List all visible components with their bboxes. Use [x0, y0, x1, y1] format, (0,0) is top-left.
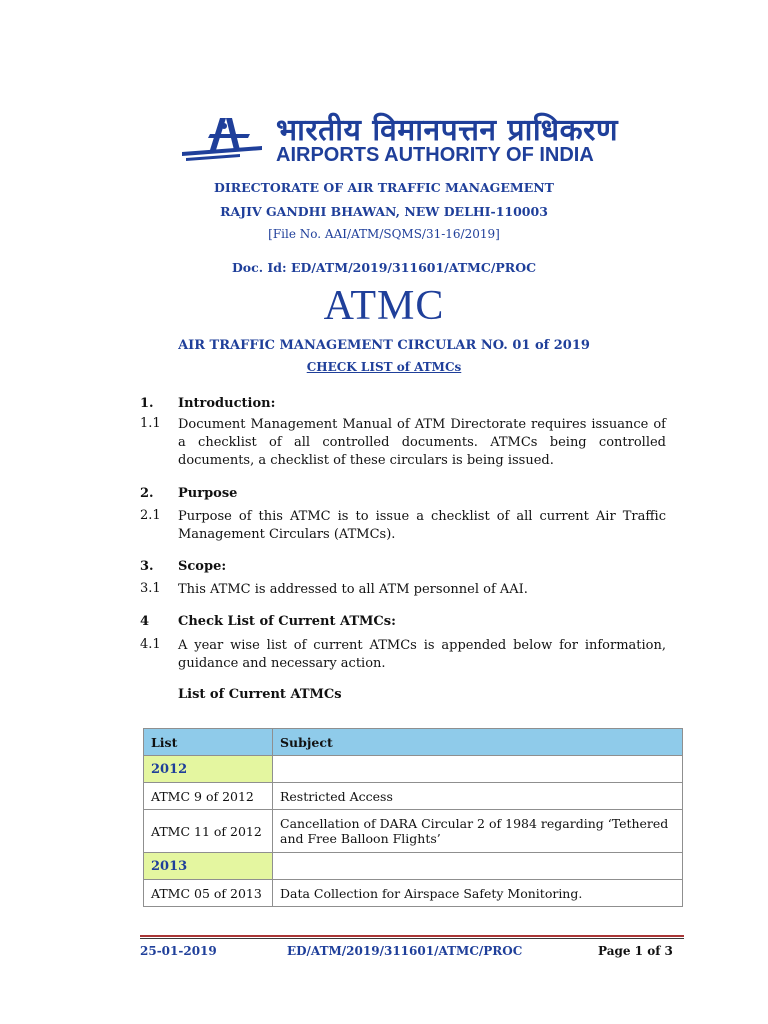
atmc-list-table — [143, 728, 683, 907]
paragraph-number: 2.1 — [140, 508, 161, 523]
year-cell: 2013 — [144, 853, 273, 880]
list-heading: List of Current ATMCs — [178, 687, 342, 702]
column-header: Subject — [273, 729, 683, 756]
subject-cell: Data Collection for Airspace Safety Monitoring. — [273, 880, 683, 907]
document-id: Doc. Id: ED/ATM/2019/311601/ATMC/PROC — [231, 260, 537, 275]
empty-cell — [273, 756, 683, 783]
section-heading: Purpose — [178, 486, 238, 501]
paragraph-text: Document Management Manual of ATM Directorate requires issuance of a checklist of all controlled documents. ATMCs being controlled documents, a checklist of these circulars is being issued. — [178, 417, 666, 468]
table-row — [144, 853, 683, 880]
table-header-row — [144, 729, 683, 756]
paragraph-number: 4.1 — [140, 637, 161, 652]
footer-divider — [140, 935, 684, 937]
section-number: 1. — [140, 396, 154, 411]
circular-title: AIR TRAFFIC MANAGEMENT CIRCULAR NO. 01 of 2019 — [178, 338, 590, 353]
table-row — [144, 880, 683, 907]
year-cell: 2012 — [144, 756, 273, 783]
table-row — [144, 810, 683, 853]
empty-cell — [273, 853, 683, 880]
circular-subtitle: CHECK LIST of ATMCs — [306, 360, 462, 374]
document-type-title: ATMC — [323, 283, 445, 329]
footer-date: 25-01-2019 — [140, 944, 217, 958]
subject-cell: Cancellation of DARA Circular 2 of 1984 regarding ‘Tethered and Free Balloon Flights’ — [273, 810, 683, 853]
address-line: RAJIV GANDHI BHAWAN, NEW DELHI-110003 — [220, 204, 548, 219]
section-number: 3. — [140, 559, 154, 574]
paragraph-text: This ATMC is addressed to all ATM personnel of AAI. — [178, 582, 528, 597]
hindi-organization-title: भारतीय विमानपत्तन प्राधिकरण — [276, 113, 619, 148]
table-row — [144, 756, 683, 783]
list-cell: ATMC 9 of 2012 — [144, 783, 273, 810]
aai-logo-icon — [180, 116, 264, 164]
paragraph-number: 1.1 — [140, 416, 161, 431]
directorate-line: DIRECTORATE OF AIR TRAFFIC MANAGEMENT — [214, 180, 554, 195]
list-cell: ATMC 05 of 2013 — [144, 880, 273, 907]
section-number: 2. — [140, 486, 154, 501]
column-header: List — [144, 729, 273, 756]
section-heading: Scope: — [178, 559, 227, 574]
organization-title: AIRPORTS AUTHORITY OF INDIA — [276, 144, 594, 166]
section-heading: Check List of Current ATMCs: — [178, 614, 396, 629]
section-heading: Introduction: — [178, 396, 276, 411]
footer-document-reference: ED/ATM/2019/311601/ATMC/PROC — [287, 944, 523, 958]
table-row — [144, 783, 683, 810]
page-number: Page 1 of 3 — [598, 944, 673, 958]
paragraph-number: 3.1 — [140, 581, 161, 596]
list-cell: ATMC 11 of 2012 — [144, 810, 273, 853]
section-number: 4 — [140, 614, 150, 629]
file-number: [File No. AAI/ATM/SQMS/31-16/2019] — [268, 227, 500, 241]
paragraph-text: Purpose of this ATMC is to issue a checklist of all current Air Traffic Management Circulars (ATMCs). — [178, 509, 666, 542]
subject-cell: Restricted Access — [273, 783, 683, 810]
footer-divider — [140, 938, 684, 939]
paragraph-text: A year wise list of current ATMCs is appended below for information, guidance and necessary action. — [178, 638, 666, 671]
